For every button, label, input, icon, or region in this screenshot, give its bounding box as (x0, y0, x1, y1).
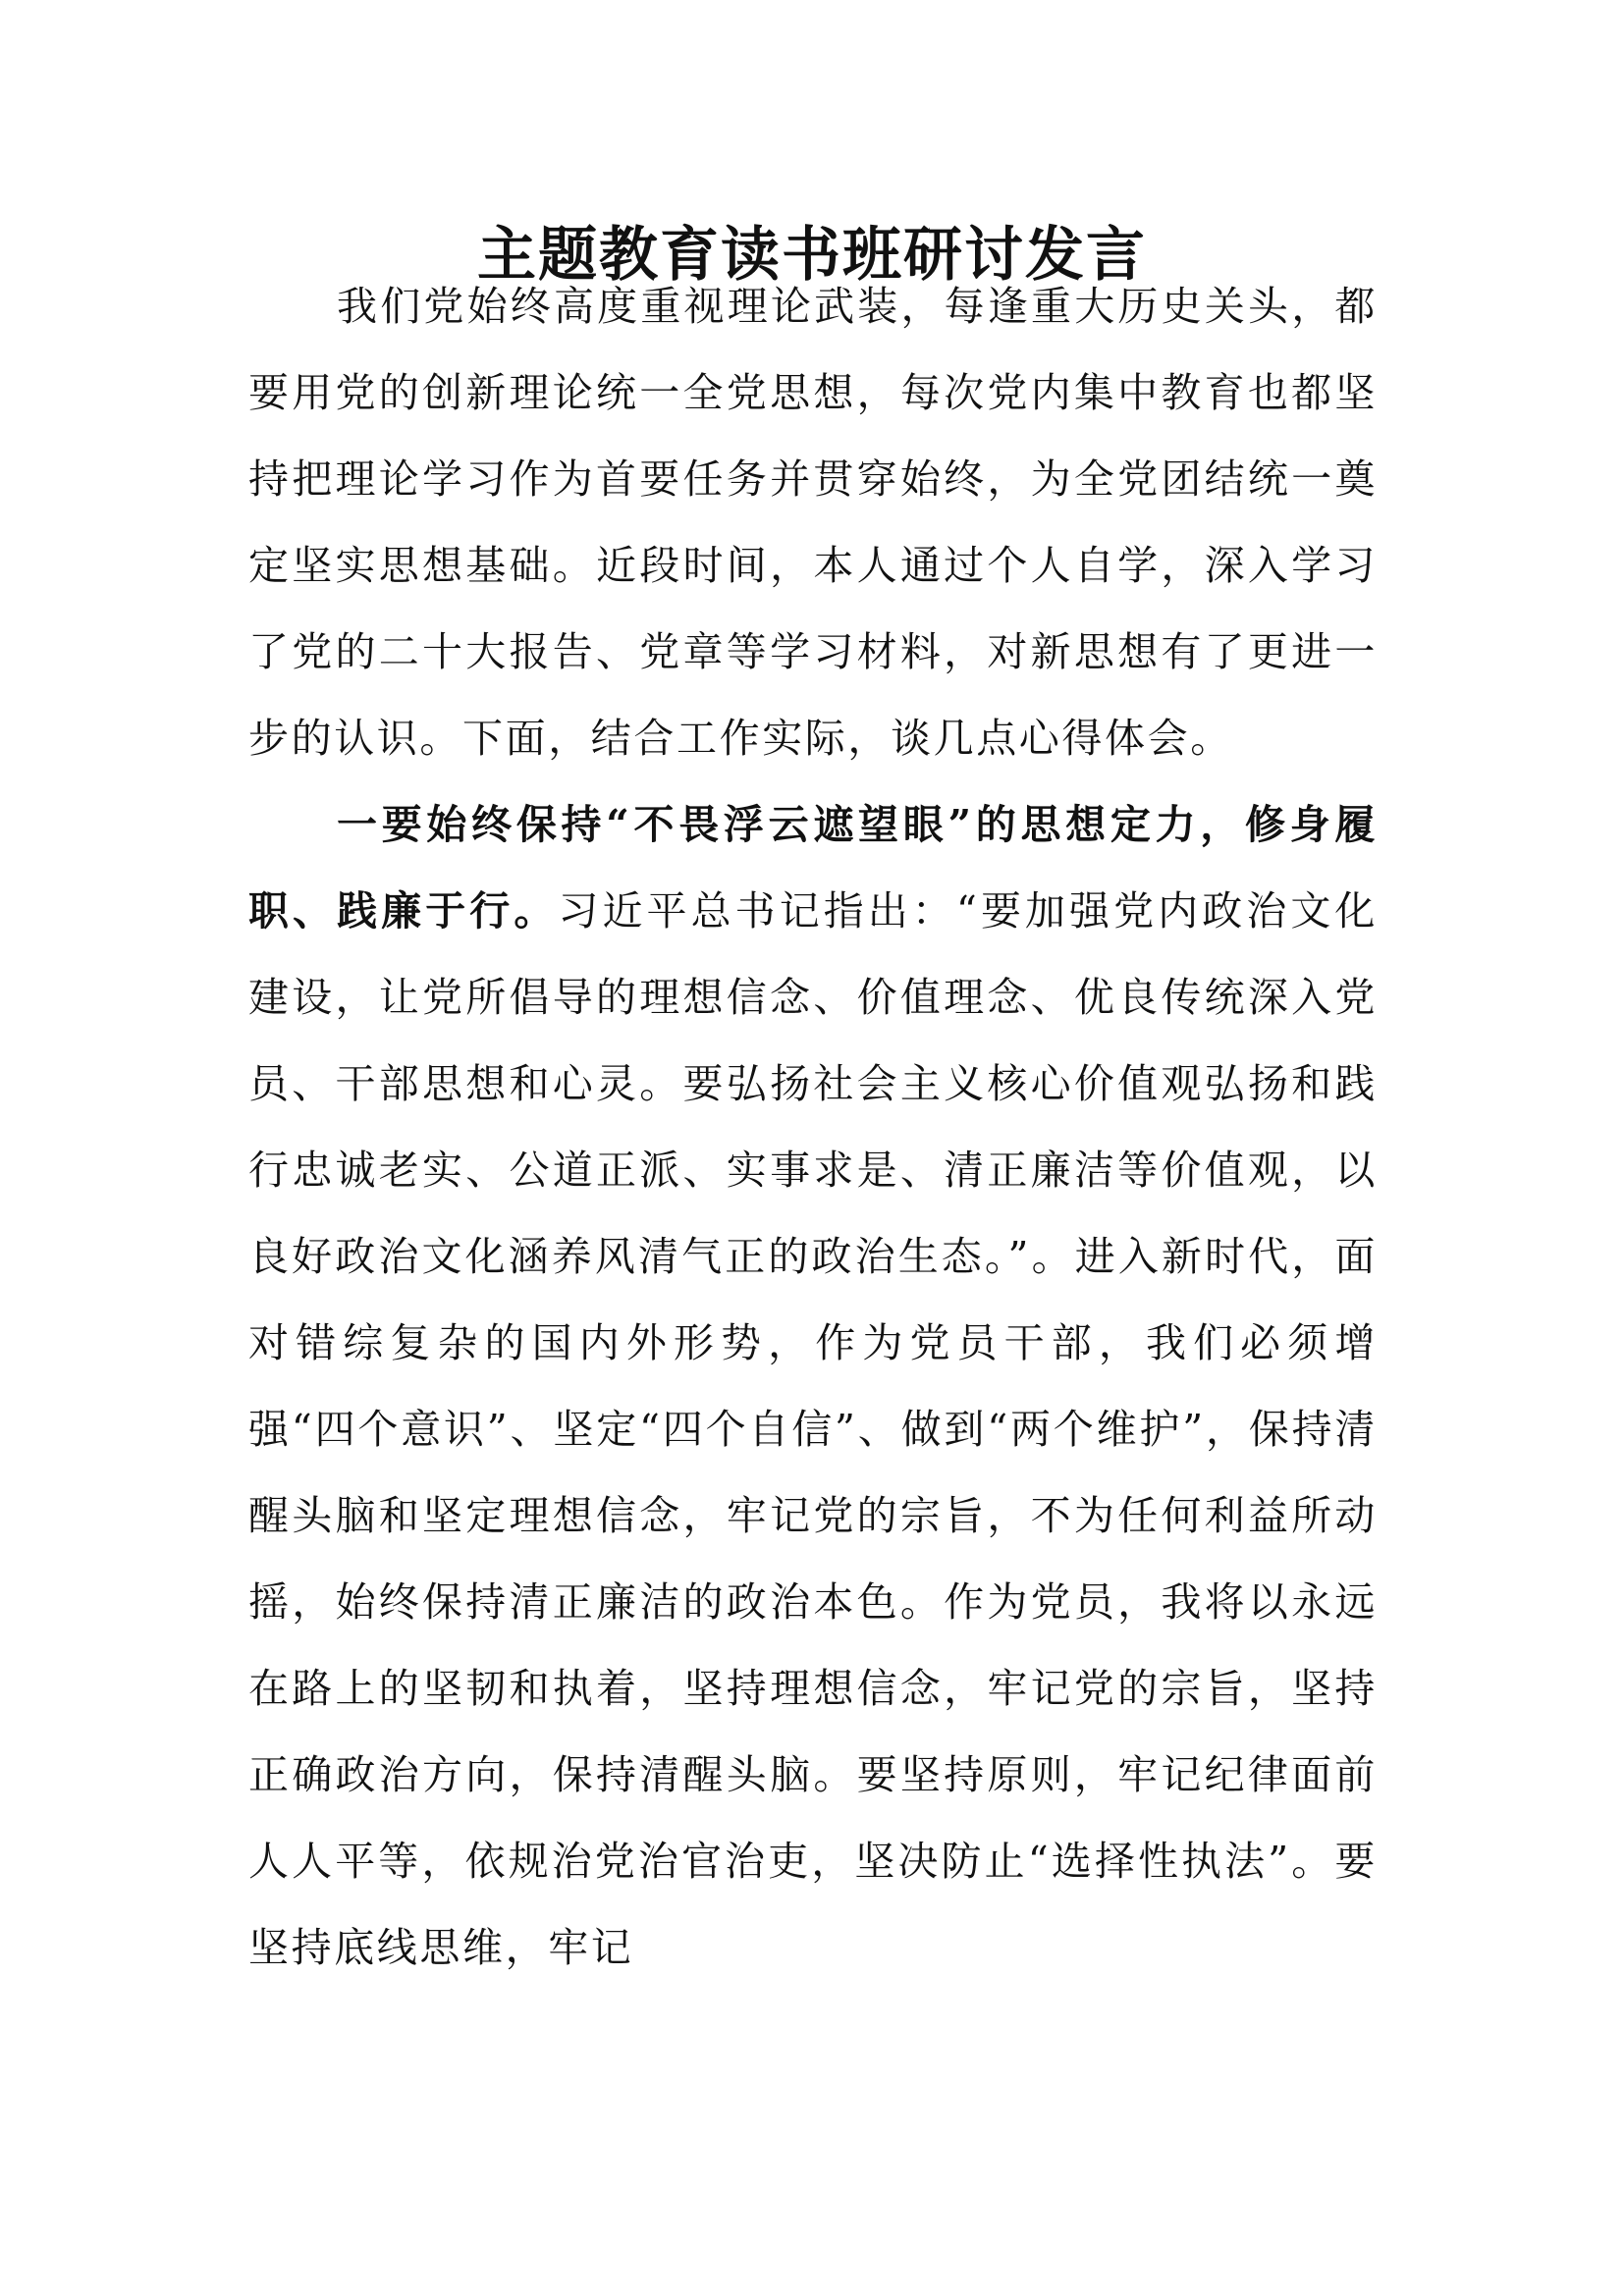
paragraph-point-one-text: 习近平总书记指出：“要加强党内政治文化建设，让党所倡导的理想信念、价值理念、优良传统深入党员、干部思想和心灵。要弘扬社会主义核心价值观弘扬和践行忠诚老实、公道正派、实事求是、清正廉洁等价值观，以良好政治文化涵养风清气正的政治生态。”。进入新时代，面对错综复杂的国内外形势，作为党员干部，我们必须增强“四个意识”、坚定“四个自信”、做到“两个维护”，保持清醒头脑和坚定理想信念，牢记党的宗旨，不为任何利益所动摇，始终保持清正廉洁的政治本色。作为党员，我将以永远在路上的坚韧和执着，坚持理想信念，牢记党的宗旨，坚持正确政治方向，保持清醒头脑。要坚持原则，牢记纪律面前人人平等，依规治党治官治吏，坚决防止“选择性执法”。要坚持底线思维，牢记 (248, 887, 1378, 1971)
paragraph-point-one (248, 781, 1378, 1991)
paragraph-intro-text: 我们党始终高度重视理论武装，每逢重大历史关头，都要用党的创新理论统一全党思想，每次党内集中教育也都坚持把理论学习作为首要任务并贯穿始终，为全党团结统一奠定坚实思想基础。近段时间，本人通过个人自学，深入学习了党的二十大报告、党章等学习材料，对新思想有了更进一步的认识。下面，结合工作实际，谈几点心得体会。 (248, 283, 1378, 762)
paragraph-intro (248, 263, 1378, 781)
document-body (248, 263, 1378, 1991)
document-title: 主题教育读书班研讨发言 (477, 221, 1147, 290)
paragraph-point-one-heading: 一要始终保持“不畏浮云遮望眼”的思想定力，修身履职、践廉于行。 (248, 801, 1378, 934)
